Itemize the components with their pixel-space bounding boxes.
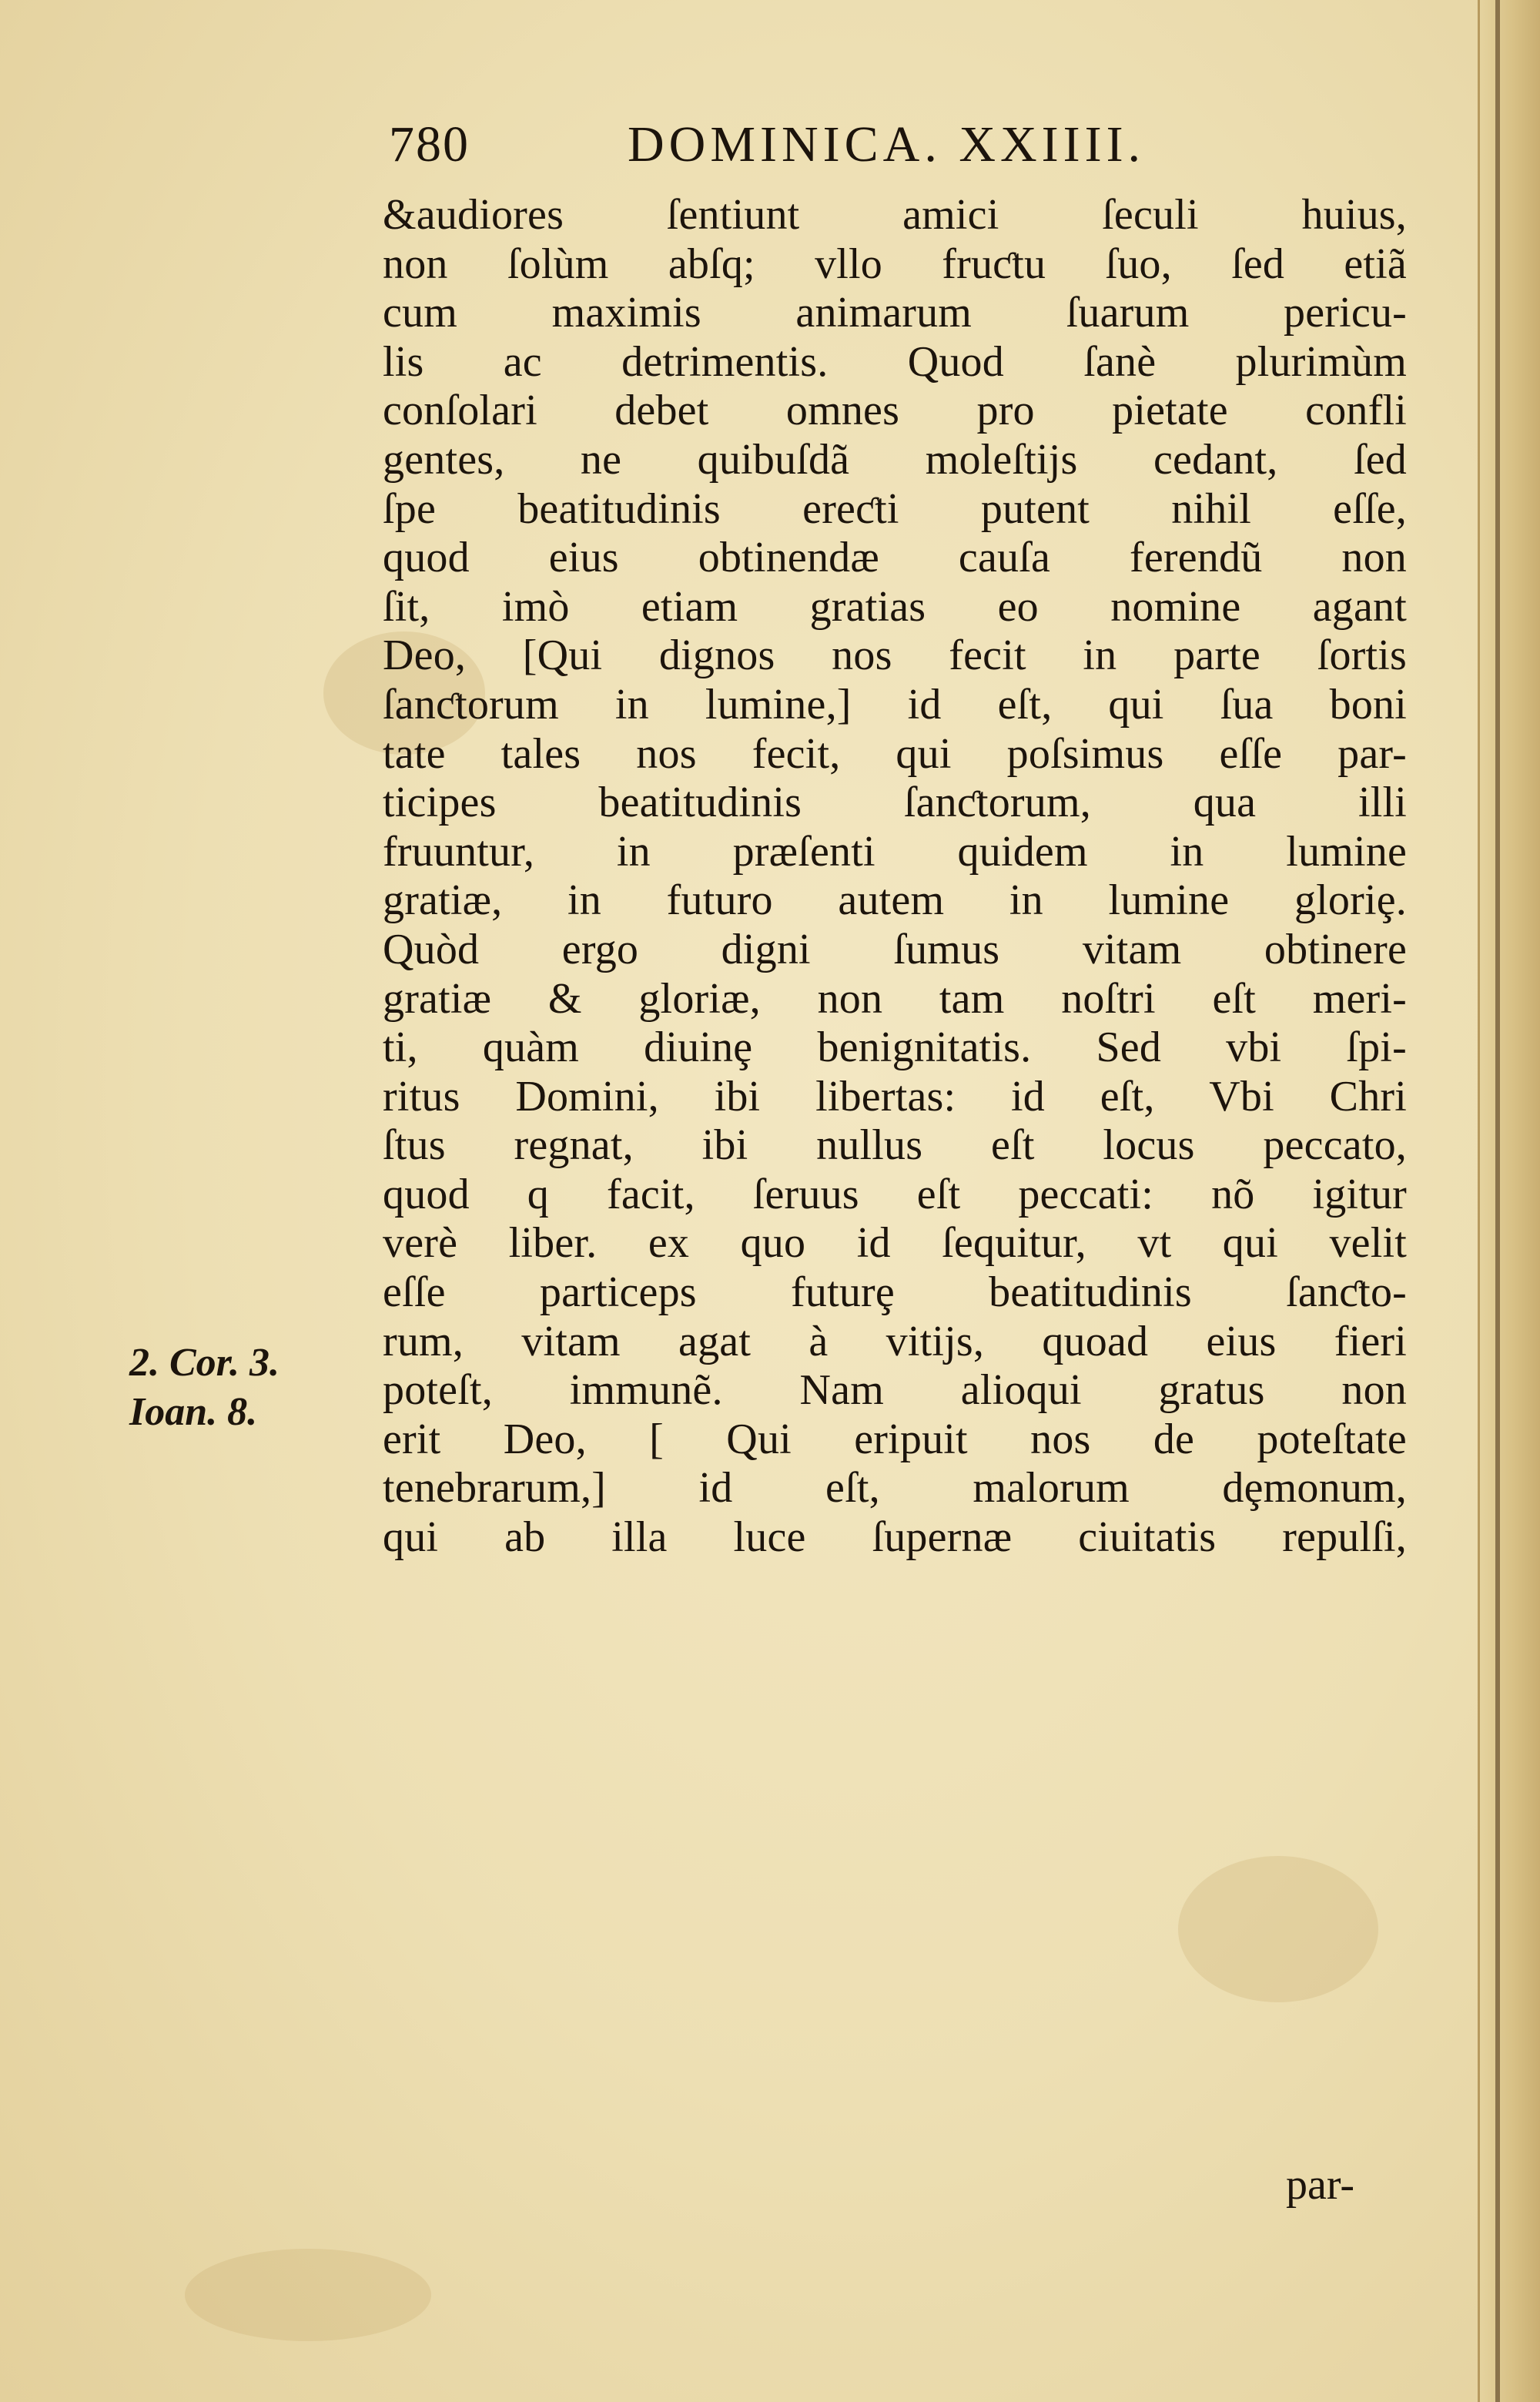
text-line: &audiores ſentiunt amici ſeculi huius, [383,191,1407,239]
text-line: non ſolùm abſq; vllo fruƈtu ſuo, ſed etiã [383,240,1407,288]
text-line: Deo, [Qui dignos nos fecit in parte ſortis [383,631,1407,680]
text-line: ſtus regnat, ibi nullus eſt locus peccato, [383,1121,1407,1170]
text-line: gratiæ & gloriæ, non tam noſtri eſt meri- [383,974,1407,1023]
page-edge [1478,0,1540,2402]
text-line: quod eius obtinendæ cauſa ferendũ non [383,534,1407,582]
text-line: quod q facit, ſeruus eſt peccati: nõ igitur [383,1170,1407,1218]
text-line: ticipes beatitudinis ſanƈtorum, qua illi [383,779,1407,827]
text-line: rum, vitam agat à vitijs, quoad eius fieri [383,1317,1407,1365]
catchword: par- [1286,2161,1355,2209]
text-line: ſit, imò etiam gratias eo nomine agant [383,582,1407,631]
text-line: ritus Domini, ibi libertas: id eſt, Vbi Chri [383,1072,1407,1121]
running-head [389,116,1413,193]
paper-stain [185,2249,431,2341]
text-line: cum maximis animarum ſuarum pericu- [383,289,1407,337]
running-title: DOMINICA. XXIIII. [628,116,1146,173]
text-line: lis ac detrimentis. Quod ſanè plurimùm [383,337,1407,386]
text-line: erit Deo, [ Qui eripuit nos de poteſtate [383,1415,1407,1463]
text-line: verè liber. ex quo id ſequitur, vt qui velit [383,1219,1407,1268]
margin-notes [129,1338,360,1437]
text-line: qui ab illa luce ſupernæ ciuitatis repulſi, [383,1513,1407,1562]
text-line: poteſt, immunẽ. Nam alioqui gratus non [383,1366,1407,1415]
text-line: ſanƈtorum in lumine,] id eſt, qui ſua boni [383,680,1407,729]
margin-note: Ioan. 8. [129,1390,258,1434]
text-line: eſſe particeps futurȩ beatitudinis ſanƈto- [383,1268,1407,1317]
text-line: fruuntur, in præſenti quidem in lumine [383,827,1407,876]
page-number: 780 [389,116,470,173]
text-line: gratiæ, in futuro autem in lumine gloriȩ. [383,876,1407,925]
text-line: ti, quàm diuinȩ benignitatis. Sed vbi ſpi- [383,1023,1407,1072]
text-line: ſpe beatitudinis ereƈti putent nihil eſſe, [383,484,1407,533]
gutter-line [1495,0,1500,2402]
text-line: conſolari debet omnes pro pietate confli [383,387,1407,435]
margin-note: 2. Cor. 3. [129,1341,280,1385]
text-line: tenebrarum,] id eſt, malorum dȩmonum, [383,1464,1407,1513]
text-line: tate tales nos fecit, qui poſsimus eſſe par- [383,729,1407,778]
text-line: gentes, ne quibuſdã moleſtijs cedant, ſed [383,435,1407,484]
text-line: Quòd ergo digni ſumus vitam obtinere [383,925,1407,973]
paper-stain [1178,1856,1378,2002]
body-text [383,191,1407,1563]
